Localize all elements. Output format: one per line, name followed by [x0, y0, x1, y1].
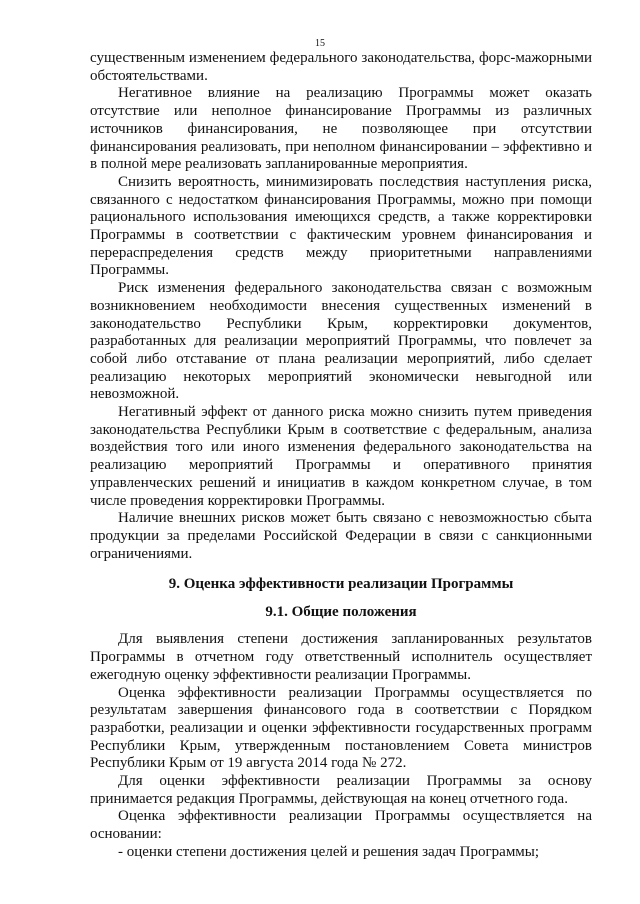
list-item: - оценки степени достижения целей и решения задач Программы; [118, 843, 540, 860]
paragraph: Оценка эффективности реализации Программы осуществляется на основании: [90, 808, 592, 843]
page-number: 15 [315, 38, 325, 49]
paragraph-continuation: существенным изменением федерального законодательства, форс-мажорными обстоятельствами. [90, 50, 592, 84]
paragraph: Для оценки эффективности реализации Программы за основу принимается редакция Программы, действующая на конец отчетного года. [90, 773, 592, 807]
paragraph: Оценка эффективности реализации Программы осуществляется по результатам завершения финансового года в соответствии с Порядком разработки, реализации и оценки эффективности государственных программ Республики Крым, утвержденным постановлением Совета министров Республики Крым от 19 августа 2014 года № 272. [90, 684, 592, 772]
paragraph: Снизить вероятность, минимизировать последствия наступления риска, связанного с недостатком финансирования Программы, можно при помощи рационального использования имеющихся средств, а также корректировки Программы в соответствии с фактическим уровнем финансирования и перераспределения средств между приоритетными направлениями Программы. [90, 173, 592, 279]
paragraph: Для выявления степени достижения запланированных результатов Программы в отчетном году ответственный исполнитель осуществляет ежегодную оценку эффективности реализации Программы. [90, 631, 592, 683]
paragraph: Негативный эффект от данного риска можно снизить путем приведения законодательства Республики Крым в соответствие с федеральным, анализа воздействия того или иного изменения федерального законодательства на реализацию мероприятий Программы и оперативного принятия управленческих решений и инициатив в каждом конкретном случае, в том числе проведения корректировки Программы. [90, 404, 592, 509]
subsection-heading: 9.1. Общие положения [265, 604, 417, 621]
paragraph: Наличие внешних рисков может быть связано с невозможностью сбыта продукции за пределами Российской Федерации в связи с санкционными ограничениями. [90, 510, 592, 562]
document-body [90, 50, 592, 862]
paragraph: Негативное влияние на реализацию Программы может оказать отсутствие или неполное финансирование Программы из различных источников финансирования, не позволяющее при отсутствии финансирования реализовать, при неполном финансировании – эффективно и в полной мере реализовать запланированные мероприятия. [90, 85, 592, 173]
paragraph: Риск изменения федерального законодательства связан с возможным возникновением необходимости внесения существенных изменений в законодательство Республики Крым, корректировки документов, разработанных для реализации мероприятий Программы, что повлечет за собой либо отставание от плана реализации мероприятий, либо сделает реализацию некоторых мероприятий экономически невыгодной или невозможной. [90, 280, 592, 403]
section-heading: 9. Оценка эффективности реализации Программы [168, 576, 514, 593]
